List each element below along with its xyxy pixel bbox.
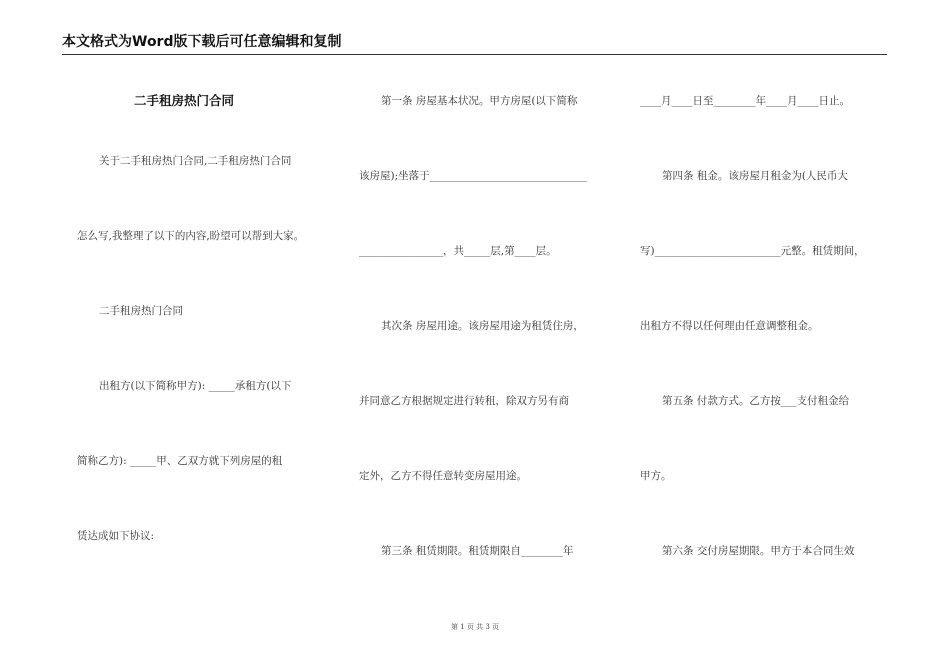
paragraph-line: 写)________________________元整。租赁期间， <box>640 245 865 257</box>
paragraph-line: 怎么写,我整理了以下的内容,盼望可以帮到大家。 <box>77 230 305 242</box>
paragraph-line: 第一条 房屋基本状况。甲方房屋(以下简称 <box>381 95 578 107</box>
paragraph-line: 二手租房热门合同 <box>99 305 183 317</box>
paragraph-line: 甲方。 <box>640 470 672 482</box>
paragraph-line: ____月____日至________年____月____日止。 <box>640 95 850 107</box>
paragraph-line: 第六条 交付房屋期限。甲方于本合同生效 <box>662 545 855 557</box>
page-footer: 第 1 页 共 3 页 <box>450 623 500 631</box>
paragraph-line: 出租方不得以任何理由任意调整租金。 <box>640 320 819 332</box>
paragraph-line: 第三条 租赁期限。租赁期限自________年 <box>381 545 574 557</box>
paragraph-line: 定外，乙方不得任意转变房屋用途。 <box>359 470 527 482</box>
paragraph-line: 其次条 房屋用途。该房屋用途为租赁住房， <box>381 320 584 332</box>
header-text: 本文格式为Word版下载后可任意编辑和复制 <box>62 34 342 50</box>
paragraph-line: 第五条 付款方式。乙方按___支付租金给 <box>662 395 850 407</box>
document-title: 二手租房热门合同 <box>134 93 235 108</box>
paragraph-line: 赁达成如下协议: <box>77 530 155 542</box>
paragraph-line: 简称乙方): _____甲、乙双方就下列房屋的租 <box>77 455 283 467</box>
paragraph-line: 出租方(以下简称甲方): _____承租方(以下 <box>99 380 292 392</box>
page-header <box>62 34 887 55</box>
paragraph-line: 该房屋);坐落于______________________________ <box>359 170 588 182</box>
paragraph-line: 第四条 租金。该房屋月租金为(人民币大 <box>662 170 848 182</box>
paragraph-line: 关于二手租房热门合同,二手租房热门合同 <box>99 155 292 167</box>
paragraph-line: ________________，共_____层,第____层。 <box>359 245 557 257</box>
paragraph-line: 并同意乙方根据规定进行转租，除双方另有商 <box>359 395 569 407</box>
